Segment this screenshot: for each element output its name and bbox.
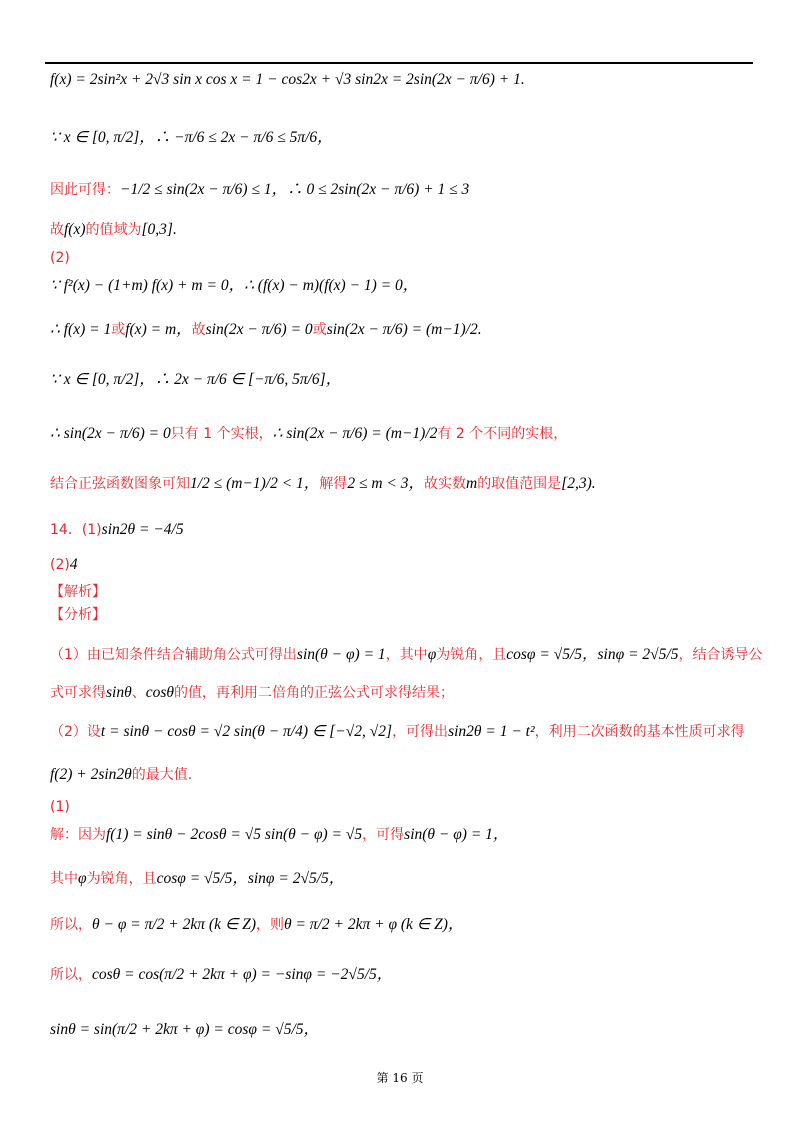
prose-segment: 的取值范围是 xyxy=(477,476,562,492)
math-segment: f(2) + 2sin2θ xyxy=(50,766,132,783)
math-segment: m xyxy=(465,475,478,492)
text-line-l13 xyxy=(50,582,760,602)
math-segment: ∴ sin(2x − π/6) = (m−1)/2 xyxy=(272,425,438,442)
math-segment: θ − φ = π/2 + 2kπ (k ∈ Z) xyxy=(92,916,256,933)
text-line-l8 xyxy=(50,370,760,390)
math-segment: ∵ f²(x) − (1+m) f(x) + m = 0，∴ (f(x) − m)(f(x) − 1) = 0， xyxy=(50,277,419,294)
prose-segment: ，可得 xyxy=(362,827,405,843)
prose-segment: 故 xyxy=(191,322,206,338)
text-line-l22 xyxy=(50,915,760,935)
prose-segment: ，可得出 xyxy=(392,724,449,740)
math-segment: ∴ f(x) = 1 xyxy=(50,321,112,338)
math-segment: 1/2 ≤ (m−1)/2 < 1， xyxy=(190,475,320,492)
math-segment: θ = π/2 + 2kπ + φ (k ∈ Z)， xyxy=(283,916,464,933)
header-rule xyxy=(45,62,753,64)
prose-segment: 或 xyxy=(312,322,327,338)
math-segment: t = sinθ − cosθ = √2 sin(θ − π/4) ∈ [−√2, √2] xyxy=(100,723,393,740)
math-segment: sin2θ = 1 − t² xyxy=(448,723,535,740)
prose-segment: 为锐角，且 xyxy=(86,871,157,887)
math-segment: f(x) xyxy=(64,221,86,238)
math-segment: [2,3). xyxy=(561,475,596,492)
text-line-l1 xyxy=(50,70,760,90)
math-segment: cosθ xyxy=(145,684,174,701)
math-segment: sinθ = sin(π/2 + 2kπ + φ) = cosφ = √5/5， xyxy=(50,1021,320,1038)
prose-segment: 故实数 xyxy=(423,476,466,492)
prose-segment: 的值，再利用二倍角的正弦公式可求得结果； xyxy=(173,685,454,701)
math-segment: −1/2 ≤ sin(2x − π/6) ≤ 1，∴ 0 ≤ 2sin(2x − π/6) + 1 ≤ 3 xyxy=(120,181,470,198)
prose-segment: 有 2 个不同的实根， xyxy=(437,426,568,442)
math-segment: [0,3]. xyxy=(141,221,177,238)
text-line-l5 xyxy=(50,248,760,268)
text-line-l2 xyxy=(50,128,760,148)
text-line-l4 xyxy=(50,220,760,240)
prose-segment: 解：因为 xyxy=(50,827,106,843)
math-segment: 2 ≤ m < 3， xyxy=(347,475,424,492)
prose-segment: ，其中 xyxy=(385,647,428,663)
prose-segment: (2) xyxy=(50,250,70,266)
prose-segment: 其中 xyxy=(50,871,78,887)
math-segment: sin(2x − π/6) = (m−1)/2. xyxy=(326,321,482,338)
text-line-l15 xyxy=(50,645,763,665)
math-segment: sin2θ = −4/5 xyxy=(101,521,184,538)
text-line-l16 xyxy=(50,683,760,703)
text-line-l6 xyxy=(50,276,760,296)
prose-segment: （2）设 xyxy=(50,724,101,740)
prose-segment: 所以， xyxy=(50,917,92,933)
prose-segment: ，利用二次函数的基本性质可求得 xyxy=(534,724,745,740)
math-segment: f(x) = m， xyxy=(125,321,192,338)
text-line-l21 xyxy=(50,869,760,889)
text-line-l23 xyxy=(50,965,760,985)
math-segment: f(x) = 2sin²x + 2√3 sin x cos x = 1 − cos2x + √3 sin2x = 2sin(2x − π/6) + 1. xyxy=(50,71,525,88)
math-segment: 4 xyxy=(69,556,78,573)
text-line-l10 xyxy=(50,474,760,494)
prose-segment: 故 xyxy=(50,222,64,238)
math-segment: φ xyxy=(78,870,87,887)
math-segment: sin(2x − π/6) = 0 xyxy=(205,321,313,338)
math-segment: cosφ = √5/5，sinφ = 2√5/5 xyxy=(506,646,679,663)
text-line-l12 xyxy=(50,555,760,575)
prose-segment: 因此可得： xyxy=(50,182,120,198)
prose-segment: 式可求得 xyxy=(50,685,106,701)
text-line-l11 xyxy=(50,520,760,540)
prose-segment: 14．(1) xyxy=(50,522,102,538)
prose-segment: 的值域为 xyxy=(85,222,142,238)
text-line-l24 xyxy=(50,1020,760,1040)
prose-segment: 【解析】 xyxy=(50,584,106,600)
prose-segment: 或 xyxy=(111,322,126,338)
prose-segment: （1）由已知条件结合辅助角公式可得出 xyxy=(50,647,297,663)
text-line-l17 xyxy=(50,722,760,742)
math-segment: cosθ = cos(π/2 + 2kπ + φ) = −sinφ = −2√5/5， xyxy=(92,966,393,983)
prose-segment: 【分析】 xyxy=(50,607,106,623)
prose-segment: 只有 1 个实根， xyxy=(170,426,273,442)
math-segment: ∵ x ∈ [0, π/2]，∴ −π/6 ≤ 2x − π/6 ≤ 5π/6， xyxy=(50,129,333,146)
prose-segment: (2) xyxy=(50,557,70,573)
math-segment: f(1) = sinθ − 2cosθ = √5 sin(θ − φ) = √5 xyxy=(106,826,363,843)
prose-segment: ，则 xyxy=(255,917,284,933)
prose-segment: 的最大值. xyxy=(131,767,193,783)
prose-segment: ，结合诱导公 xyxy=(678,647,763,663)
prose-segment: 所以， xyxy=(50,967,92,983)
prose-segment: 为锐角，且 xyxy=(436,647,507,663)
prose-segment: 解得 xyxy=(319,476,348,492)
text-line-l20 xyxy=(50,825,760,845)
text-line-l19 xyxy=(50,797,760,817)
prose-segment: (1) xyxy=(50,799,70,815)
text-line-l3 xyxy=(50,180,760,200)
math-segment: φ xyxy=(427,646,437,663)
text-line-l9 xyxy=(50,424,760,444)
math-segment: cosφ = √5/5，sinφ = 2√5/5， xyxy=(156,870,345,887)
math-segment: ∵ x ∈ [0, π/2]，∴ 2x − π/6 ∈ [−π/6, 5π/6]， xyxy=(50,371,342,388)
text-line-l7 xyxy=(50,320,760,340)
math-segment: sinθ xyxy=(106,684,132,701)
text-line-l14 xyxy=(50,605,760,625)
math-segment: sin(θ − φ) = 1 xyxy=(296,646,386,663)
math-segment: ∴ sin(2x − π/6) = 0 xyxy=(50,425,171,442)
prose-segment: 、 xyxy=(131,685,146,701)
page-number: 第 16 页 xyxy=(376,1071,424,1085)
text-line-l18 xyxy=(50,765,760,785)
prose-segment: 结合正弦函数图象可知 xyxy=(50,476,190,492)
math-segment: sin(θ − φ) = 1， xyxy=(404,826,509,843)
